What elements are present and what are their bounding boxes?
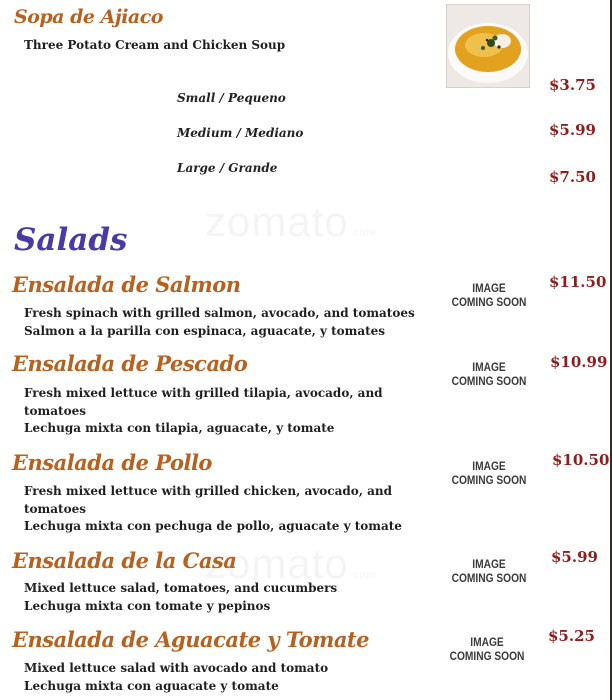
image-placeholder: IMAGE COMING SOON [451, 281, 527, 309]
soup-size-label: Small / Pequeno [177, 91, 286, 105]
salad-title: Ensalada de Pescado [12, 351, 248, 376]
salad-price: $5.25 [548, 627, 595, 645]
soup-photo [446, 4, 530, 88]
salad-description: Fresh spinach with grilled salmon, avocado, and tomatoes Salmon a la parilla con espinaca, aguacate, y tomates [24, 306, 415, 338]
soup-size-label: Medium / Mediano [177, 126, 304, 140]
soup-size-price: $7.50 [549, 168, 596, 186]
soup-bowl-image [447, 5, 529, 87]
salad-description: Mixed lettuce salad, tomatoes, and cucumbers Lechuga mixta con tomate y pepinos [24, 581, 338, 613]
salad-title: Ensalada de Pollo [12, 450, 212, 475]
salad-description: Mixed lettuce salad with avocado and tomato Lechuga mixta con aguacate y tomate [24, 661, 329, 693]
salad-description: Fresh mixed lettuce with grilled chicken, avocado, and tomatoes Lechuga mixta con pechuga de pollo, aguacate y tomate [24, 484, 402, 533]
image-placeholder: IMAGE COMING SOON [449, 635, 525, 663]
image-placeholder: IMAGE COMING SOON [451, 459, 527, 487]
image-placeholder: IMAGE COMING SOON [451, 360, 527, 388]
soup-size-price: $5.99 [549, 121, 596, 139]
salad-title: Ensalada de Aguacate y Tomate [12, 627, 369, 652]
salad-price: $10.50 [552, 451, 610, 469]
watermark [205, 198, 377, 246]
soup-description: Three Potato Cream and Chicken Soup [24, 38, 286, 52]
salad-description: Fresh mixed lettuce with grilled tilapia, avocado, and tomatoes Lechuga mixta con tilapia, aguacate, y tomate [24, 386, 383, 435]
soup-size-label: Large / Grande [177, 161, 278, 175]
soup-title: Sopa de Ajiaco [14, 6, 163, 28]
salad-price: $5.99 [551, 548, 598, 566]
section-heading-salads: Salads [14, 222, 128, 258]
image-placeholder: IMAGE COMING SOON [451, 557, 527, 585]
salad-price: $10.99 [550, 353, 608, 371]
salad-title: Ensalada de la Casa [12, 548, 237, 573]
salad-title: Ensalada de Salmon [12, 272, 241, 297]
soup-size-price: $3.75 [549, 76, 596, 94]
salad-price: $11.50 [549, 273, 607, 291]
